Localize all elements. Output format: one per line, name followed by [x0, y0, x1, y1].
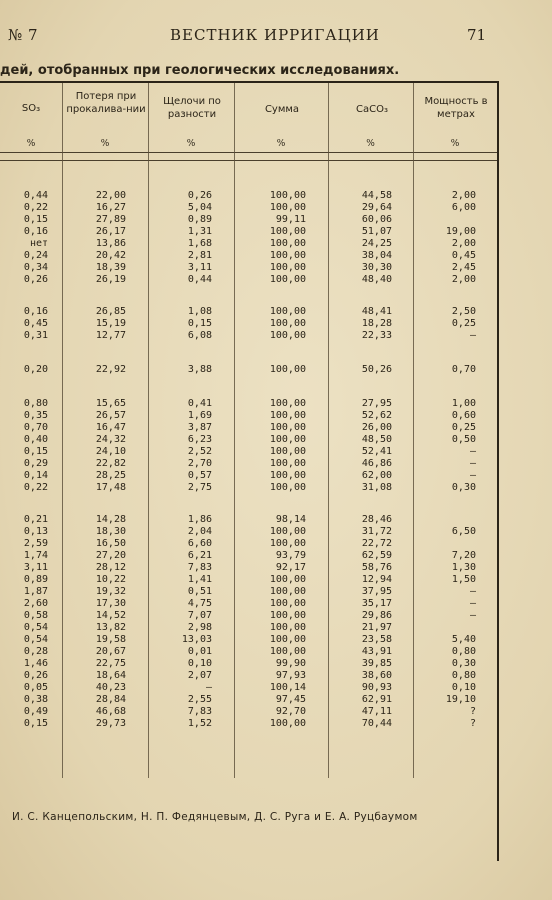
- row-first-cell: 0,26: [23, 670, 48, 681]
- table-cell: 100,00: [269, 482, 306, 493]
- col-header-sum: Сумма: [264, 104, 300, 115]
- row-first-cell: 0,26: [23, 274, 48, 285]
- table-cell: 52,62: [361, 410, 392, 421]
- table-cell: —: [469, 330, 476, 341]
- table-cell: 31,72: [361, 526, 392, 537]
- row-first-cell: 0,29: [23, 458, 48, 469]
- unit-label: %: [276, 139, 286, 149]
- table-cell: 100,00: [269, 718, 306, 729]
- table-cell: 100,14: [269, 682, 306, 693]
- table-cell: 52,41: [361, 446, 392, 457]
- table-cell: 6,00: [451, 202, 476, 213]
- table-cell: 0,26: [187, 190, 212, 201]
- page-number: 71: [467, 26, 487, 44]
- table-cell: 12,77: [95, 330, 126, 341]
- table-cell: 6,50: [451, 526, 476, 537]
- table-cell: 22,00: [95, 190, 126, 201]
- table-cell: 0,25: [451, 422, 476, 433]
- row-first-cell: 0,22: [23, 482, 48, 493]
- row-first-cell: 1,46: [23, 658, 48, 669]
- table-cell: 38,04: [361, 250, 392, 261]
- table-cell: 22,33: [361, 330, 392, 341]
- table-cell: 1,52: [187, 718, 212, 729]
- table-cell: 1,00: [451, 398, 476, 409]
- row-first-cell: 0,58: [23, 610, 48, 621]
- table-cell: 100,00: [269, 458, 306, 469]
- table-cell: 4,75: [187, 598, 212, 609]
- col-header-thickness: Мощность в метрах: [424, 96, 488, 120]
- table-cell: 24,32: [95, 434, 126, 445]
- row-first-cell: 0,54: [23, 622, 48, 633]
- table-cell: 100,00: [269, 330, 306, 341]
- table-cell: 3,88: [187, 364, 212, 375]
- row-first-cell: 0,14: [23, 470, 48, 481]
- table-cell: 28,12: [95, 562, 126, 573]
- table-top-rule: [0, 81, 498, 83]
- table-cell: 29,64: [361, 202, 392, 213]
- table-cell: 16,47: [95, 422, 126, 433]
- table-cell: 14,28: [95, 514, 126, 525]
- table-cell: 14,52: [95, 610, 126, 621]
- table-cell: 100,00: [269, 598, 306, 609]
- row-first-cell: 0,15: [23, 718, 48, 729]
- table-cell: 5,04: [187, 202, 212, 213]
- table-cell: 13,86: [95, 238, 126, 249]
- table-cell: 2,55: [187, 694, 212, 705]
- table-cell: 26,00: [361, 422, 392, 433]
- table-cell: 6,21: [187, 550, 212, 561]
- table-cell: 48,40: [361, 274, 392, 285]
- table-cell: 100,00: [269, 410, 306, 421]
- table-cell: 0,45: [451, 250, 476, 261]
- table-cell: 22,92: [95, 364, 126, 375]
- table-cell: 6,60: [187, 538, 212, 549]
- col-header-ignition-loss: Потеря при прокалива-нии: [66, 91, 146, 115]
- unit-label: %: [450, 139, 460, 149]
- table-cell: 93,79: [275, 550, 306, 561]
- table-cell: 100,00: [269, 398, 306, 409]
- col-header-so3: SO₃: [21, 103, 41, 114]
- table-cell: —: [469, 458, 476, 469]
- table-cell: 100,00: [269, 470, 306, 481]
- table-cell: 7,83: [187, 562, 212, 573]
- table-cell: 100,00: [269, 262, 306, 273]
- row-first-cell: 0,40: [23, 434, 48, 445]
- row-first-cell: 1,87: [23, 586, 48, 597]
- units-rule-upper: [0, 152, 497, 153]
- table-cell: 24,10: [95, 446, 126, 457]
- row-first-cell: 0,89: [23, 574, 48, 585]
- table-cell: 19,00: [445, 226, 476, 237]
- table-cell: 99,11: [275, 214, 306, 225]
- table-right-rule: [497, 81, 499, 861]
- table-cell: 15,65: [95, 398, 126, 409]
- table-cell: 20,42: [95, 250, 126, 261]
- column-divider: [234, 83, 235, 778]
- table-cell: 0,30: [451, 658, 476, 669]
- table-cell: —: [469, 610, 476, 621]
- row-first-cell: 0,54: [23, 634, 48, 645]
- table-cell: 39,85: [361, 658, 392, 669]
- table-cell: 24,25: [361, 238, 392, 249]
- row-first-cell: 0,24: [23, 250, 48, 261]
- table-cell: 100,00: [269, 250, 306, 261]
- table-cell: 98,14: [275, 514, 306, 525]
- table-cell: 0,10: [187, 658, 212, 669]
- row-first-cell: 0,31: [23, 330, 48, 341]
- issue-number: № 7: [8, 26, 39, 44]
- running-header: [0, 24, 552, 50]
- col-header-caco3: CaCO₃: [356, 104, 388, 115]
- table-cell: 100,00: [269, 610, 306, 621]
- unit-label: %: [186, 139, 196, 149]
- table-cell: 2,07: [187, 670, 212, 681]
- table-cell: 37,95: [361, 586, 392, 597]
- row-first-cell: 0,13: [23, 526, 48, 537]
- table-cell: 22,72: [361, 538, 392, 549]
- table-cell: 100,00: [269, 634, 306, 645]
- table-cell: 1,68: [187, 238, 212, 249]
- row-first-cell: 3,11: [23, 562, 48, 573]
- row-first-cell: 0,22: [23, 202, 48, 213]
- table-cell: 1,41: [187, 574, 212, 585]
- table-cell: —: [469, 446, 476, 457]
- table-cell: 22,75: [95, 658, 126, 669]
- table-cell: 1,69: [187, 410, 212, 421]
- table-cell: 50,26: [361, 364, 392, 375]
- table-cell: 2,00: [451, 274, 476, 285]
- table-cell: 51,07: [361, 226, 392, 237]
- table-cell: 40,23: [95, 682, 126, 693]
- table-cell: 100,00: [269, 538, 306, 549]
- row-first-cell: 0,70: [23, 422, 48, 433]
- table-cell: —: [469, 586, 476, 597]
- table-cell: ?: [469, 718, 476, 729]
- table-cell: 16,50: [95, 538, 126, 549]
- table-cell: 0,89: [187, 214, 212, 225]
- table-cell: 30,30: [361, 262, 392, 273]
- table-cell: 26,57: [95, 410, 126, 421]
- table-cell: 0,50: [451, 434, 476, 445]
- table-cell: 97,93: [275, 670, 306, 681]
- table-cell: 0,70: [451, 364, 476, 375]
- row-first-cell: 1,74: [23, 550, 48, 561]
- table-cell: 18,64: [95, 670, 126, 681]
- row-first-cell: 0,80: [23, 398, 48, 409]
- table-cell: 100,00: [269, 446, 306, 457]
- table-cell: 99,90: [275, 658, 306, 669]
- table-cell: 100,00: [269, 274, 306, 285]
- table-cell: 44,58: [361, 190, 392, 201]
- table-cell: 46,68: [95, 706, 126, 717]
- table-cell: 1,31: [187, 226, 212, 237]
- table-cell: 26,85: [95, 306, 126, 317]
- table-cell: 46,86: [361, 458, 392, 469]
- table-cell: 2,70: [187, 458, 212, 469]
- table-cell: 18,28: [361, 318, 392, 329]
- table-cell: 0,25: [451, 318, 476, 329]
- table-cell: 6,23: [187, 434, 212, 445]
- table-cell: 2,98: [187, 622, 212, 633]
- table-cell: 17,30: [95, 598, 126, 609]
- row-first-cell: 0,34: [23, 262, 48, 273]
- table-cell: 47,11: [361, 706, 392, 717]
- table-cell: 2,00: [451, 190, 476, 201]
- table-cell: ?: [469, 706, 476, 717]
- table-cell: 23,58: [361, 634, 392, 645]
- table-cell: 19,58: [95, 634, 126, 645]
- table-cell: 16,27: [95, 202, 126, 213]
- table-cell: 22,82: [95, 458, 126, 469]
- row-first-cell: 0,44: [23, 190, 48, 201]
- table-cell: 27,89: [95, 214, 126, 225]
- table-cell: 62,00: [361, 470, 392, 481]
- table-cell: 97,45: [275, 694, 306, 705]
- table-cell: 100,00: [269, 238, 306, 249]
- table-cell: 48,41: [361, 306, 392, 317]
- table-cell: 3,87: [187, 422, 212, 433]
- table-cell: 100,00: [269, 526, 306, 537]
- table-cell: 17,48: [95, 482, 126, 493]
- table-cell: 92,17: [275, 562, 306, 573]
- table-cell: 38,60: [361, 670, 392, 681]
- table-cell: 100,00: [269, 202, 306, 213]
- table-cell: 27,20: [95, 550, 126, 561]
- row-first-cell: 0,20: [23, 364, 48, 375]
- table-cell: 1,86: [187, 514, 212, 525]
- table-cell: 43,91: [361, 646, 392, 657]
- row-first-cell: 0,16: [23, 306, 48, 317]
- table-cell: 19,10: [445, 694, 476, 705]
- table-cell: 100,00: [269, 364, 306, 375]
- col-header-alkali: Щелочи по разности: [163, 96, 221, 120]
- table-cell: 2,81: [187, 250, 212, 261]
- table-cell: 31,08: [361, 482, 392, 493]
- table-cell: 100,00: [269, 226, 306, 237]
- row-first-cell: 0,05: [23, 682, 48, 693]
- table-title: дей, отобранных при геологических исследованиях.: [0, 63, 400, 78]
- units-rule-lower: [0, 160, 497, 161]
- table-cell: 100,00: [269, 318, 306, 329]
- authors-footer: И. С. Канцепольским, Н. П. Федянцевым, Д. С. Руга и Е. А. Руцбаумом: [12, 811, 418, 823]
- table-cell: 7,07: [187, 610, 212, 621]
- row-first-cell: 0,28: [23, 646, 48, 657]
- table-cell: 0,80: [451, 670, 476, 681]
- table-cell: —: [205, 682, 212, 693]
- row-first-cell: 0,45: [23, 318, 48, 329]
- column-divider: [62, 83, 63, 778]
- table-cell: 1,30: [451, 562, 476, 573]
- table-cell: 13,03: [181, 634, 212, 645]
- table-cell: 58,76: [361, 562, 392, 573]
- table-cell: 0,60: [451, 410, 476, 421]
- table-cell: 29,86: [361, 610, 392, 621]
- table-cell: 0,41: [187, 398, 212, 409]
- table-cell: 26,19: [95, 274, 126, 285]
- table-cell: 28,25: [95, 470, 126, 481]
- table-cell: 35,17: [361, 598, 392, 609]
- table-cell: 1,50: [451, 574, 476, 585]
- table-cell: 100,00: [269, 422, 306, 433]
- table-cell: 2,75: [187, 482, 212, 493]
- table-cell: 1,08: [187, 306, 212, 317]
- table-cell: 20,67: [95, 646, 126, 657]
- table-cell: 19,32: [95, 586, 126, 597]
- row-first-cell: 0,38: [23, 694, 48, 705]
- column-divider: [413, 83, 414, 778]
- row-first-cell: 0,15: [23, 446, 48, 457]
- table-cell: 70,44: [361, 718, 392, 729]
- table-cell: 7,20: [451, 550, 476, 561]
- table-cell: 0,30: [451, 482, 476, 493]
- table-cell: 100,00: [269, 574, 306, 585]
- table-cell: 92,70: [275, 706, 306, 717]
- row-first-cell: 0,49: [23, 706, 48, 717]
- table-cell: 60,06: [361, 214, 392, 225]
- table-cell: 100,00: [269, 434, 306, 445]
- table-cell: 15,19: [95, 318, 126, 329]
- table-cell: 28,46: [361, 514, 392, 525]
- table-cell: 100,00: [269, 586, 306, 597]
- table-cell: 26,17: [95, 226, 126, 237]
- table-cell: 62,91: [361, 694, 392, 705]
- table-cell: 0,01: [187, 646, 212, 657]
- table-cell: 90,93: [361, 682, 392, 693]
- table-cell: 7,83: [187, 706, 212, 717]
- column-divider: [328, 83, 329, 778]
- row-first-cell: 2,60: [23, 598, 48, 609]
- table-cell: 48,50: [361, 434, 392, 445]
- table-cell: 21,97: [361, 622, 392, 633]
- row-first-cell: 0,16: [23, 226, 48, 237]
- table-cell: 2,04: [187, 526, 212, 537]
- table-cell: 62,59: [361, 550, 392, 561]
- table-cell: 29,73: [95, 718, 126, 729]
- table-cell: 18,39: [95, 262, 126, 273]
- row-first-cell: 2,59: [23, 538, 48, 549]
- table-cell: —: [469, 598, 476, 609]
- table-cell: 100,00: [269, 622, 306, 633]
- table-cell: 0,15: [187, 318, 212, 329]
- unit-label: %: [366, 139, 375, 149]
- table-cell: 18,30: [95, 526, 126, 537]
- table-cell: 2,52: [187, 446, 212, 457]
- table-cell: 3,11: [187, 262, 212, 273]
- table-cell: 2,45: [451, 262, 476, 273]
- unit-label: %: [100, 139, 110, 149]
- table-cell: 100,00: [269, 646, 306, 657]
- table-cell: 0,51: [187, 586, 212, 597]
- table-cell: 13,82: [95, 622, 126, 633]
- table-cell: 6,08: [187, 330, 212, 341]
- unit-label: %: [26, 139, 36, 149]
- table-cell: 5,40: [451, 634, 476, 645]
- table-cell: 28,84: [95, 694, 126, 705]
- row-first-cell: 0,21: [23, 514, 48, 525]
- row-first-cell: нет: [29, 238, 48, 249]
- table-cell: 2,00: [451, 238, 476, 249]
- table-cell: 100,00: [269, 190, 306, 201]
- row-first-cell: 0,35: [23, 410, 48, 421]
- table-cell: 0,80: [451, 646, 476, 657]
- table-cell: 27,95: [361, 398, 392, 409]
- table-cell: 2,50: [451, 306, 476, 317]
- column-divider: [148, 83, 149, 778]
- row-first-cell: 0,15: [23, 214, 48, 225]
- table-cell: 0,44: [187, 274, 212, 285]
- journal-title: ВЕСТНИК ИРРИГАЦИИ: [170, 26, 380, 44]
- table-cell: 12,94: [361, 574, 392, 585]
- table-cell: 100,00: [269, 306, 306, 317]
- table-cell: —: [469, 470, 476, 481]
- table-cell: 0,10: [451, 682, 476, 693]
- table-cell: 0,57: [187, 470, 212, 481]
- table-cell: 10,22: [95, 574, 126, 585]
